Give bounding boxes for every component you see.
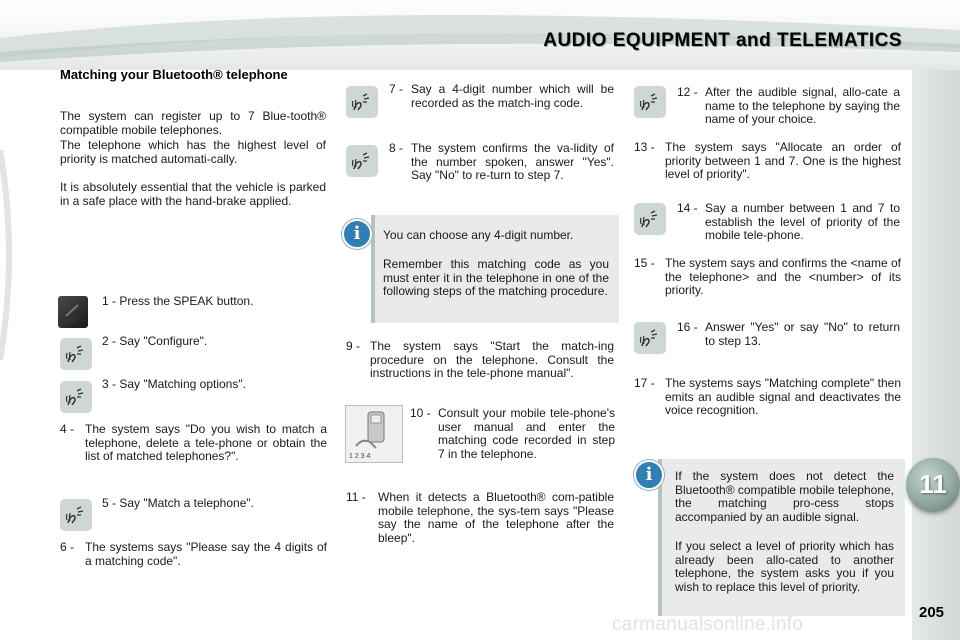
voice-command-icon (60, 499, 92, 531)
voice-command-icon (634, 203, 666, 235)
speak-button-icon (58, 296, 88, 328)
step-9 (346, 340, 614, 381)
step-number: 1 - (102, 294, 117, 308)
mobile-phone-keypad-icon (345, 405, 403, 463)
step-number: 7 - (389, 82, 404, 96)
step-6 (60, 541, 327, 568)
step-10 (410, 407, 615, 461)
step-number: 9 - (346, 339, 361, 353)
step-15 (634, 257, 901, 298)
voice-command-icon (346, 86, 378, 118)
page-number: 205 (919, 604, 945, 621)
info-text: You can choose any 4-digit number. (383, 228, 574, 242)
step-4 (60, 423, 327, 464)
step-number: 4 - (60, 422, 75, 436)
step-text: Say "Match a telephone". (119, 496, 254, 510)
step-17 (634, 377, 901, 418)
step-number: 3 - (102, 377, 117, 391)
info-icon: i (634, 460, 664, 490)
chapter-side-tab (912, 70, 960, 640)
step-number: 2 - (102, 334, 117, 348)
voice-command-icon (634, 86, 666, 118)
keypad-digits: 1 2 3 4 (349, 453, 371, 460)
step-number: 15 - (634, 256, 655, 270)
step-3 (102, 378, 327, 392)
step-13 (634, 141, 901, 182)
step-number: 6 - (60, 540, 75, 554)
step-1 (102, 295, 327, 309)
voice-command-icon (346, 145, 378, 177)
step-text: After the audible signal, allo-cate a name to the telephone by saying the name of your choice. (705, 85, 900, 126)
chapter-badge (906, 458, 960, 512)
info-text: If the system does not detect the Bluetooth® compatible mobile telephone, the matching pro-cess stops accompanied by an audible signal. (675, 469, 894, 524)
step-number: 16 - (677, 320, 698, 334)
step-number: 5 - (102, 496, 117, 510)
voice-command-icon (60, 338, 92, 370)
step-text: Say "Matching options". (119, 377, 246, 391)
step-text: Press the SPEAK button. (119, 294, 254, 308)
section-heading: Matching your Bluetooth® telephone (60, 67, 288, 82)
step-text: The system says "Start the match-ing procedure on the telephone. Consult the instructions in the tele-phone manual". (370, 339, 614, 380)
info-text: Remember this matching code as you must enter it in the telephone in one of the following steps of the matching procedure. (383, 257, 609, 298)
intro-paragraph: It is absolutely essential that the vehicle is parked in a safe place with the hand-brake applied. (60, 180, 326, 208)
left-edge-decoration (0, 150, 20, 360)
intro-paragraph: The telephone which has the highest level of priority is matched automati-cally. (60, 138, 326, 166)
step-number: 14 - (677, 201, 698, 215)
step-text: When it detects a Bluetooth® com-patible mobile telephone, the sys-tem says "Please say the name of the telephone after the bleep". (378, 490, 614, 545)
step-text: The system says "Do you wish to match a telephone, delete a tele-phone or obtain the list of matched telephones?". (85, 422, 327, 463)
info-text: If you select a level of priority which has already been allo-cated to another telephone, the system asks you if you wish to replace this level of priority. (675, 539, 894, 594)
step-text: Say "Configure". (119, 334, 208, 348)
step-7 (389, 83, 614, 110)
step-14 (677, 202, 900, 243)
step-2 (102, 335, 327, 349)
voice-command-icon (60, 381, 92, 413)
step-number: 12 - (677, 85, 698, 99)
step-text: The system confirms the va-lidity of the number spoken, answer "Yes". Say "No" to re-turn to step 7. (411, 141, 614, 182)
chapter-number: 11 (919, 469, 947, 499)
step-number: 17 - (634, 376, 655, 390)
voice-command-icon (634, 322, 666, 354)
step-8 (389, 142, 614, 183)
step-number: 10 - (410, 406, 431, 420)
step-text: Consult your mobile tele-phone's user manual and enter the matching code recorded in step 7 in the telephone. (438, 406, 615, 461)
watermark: carmanualsonline.info (612, 614, 804, 635)
step-text: The systems says "Matching complete" then emits an audible signal and deactivates the voice recognition. (665, 376, 901, 417)
step-text: Say a number between 1 and 7 to establish the level of priority of the mobile tele-phone. (705, 201, 900, 242)
page-title: AUDIO EQUIPMENT and TELEMATICS (543, 30, 902, 51)
intro-paragraph: The system can register up to 7 Blue-tooth® compatible mobile telephones. (60, 109, 326, 137)
step-16 (677, 321, 900, 348)
step-number: 13 - (634, 140, 655, 154)
step-text: Say a 4-digit number which will be recorded as the match-ing code. (411, 82, 614, 110)
step-12 (677, 86, 900, 127)
step-text: The system says and confirms the <name of the telephone> and the <number> of its priority. (665, 256, 901, 297)
step-text: Answer "Yes" or say "No" to return to step 13. (705, 320, 900, 348)
step-11 (346, 491, 614, 545)
step-5 (102, 497, 327, 511)
step-number: 11 - (346, 490, 366, 504)
step-text: The system says "Allocate an order of priority between 1 and 7. One is the highest level of priority". (665, 140, 901, 181)
info-icon: i (342, 219, 372, 249)
step-number: 8 - (389, 141, 404, 155)
step-text: The systems says "Please say the 4 digits of a matching code". (85, 540, 327, 568)
